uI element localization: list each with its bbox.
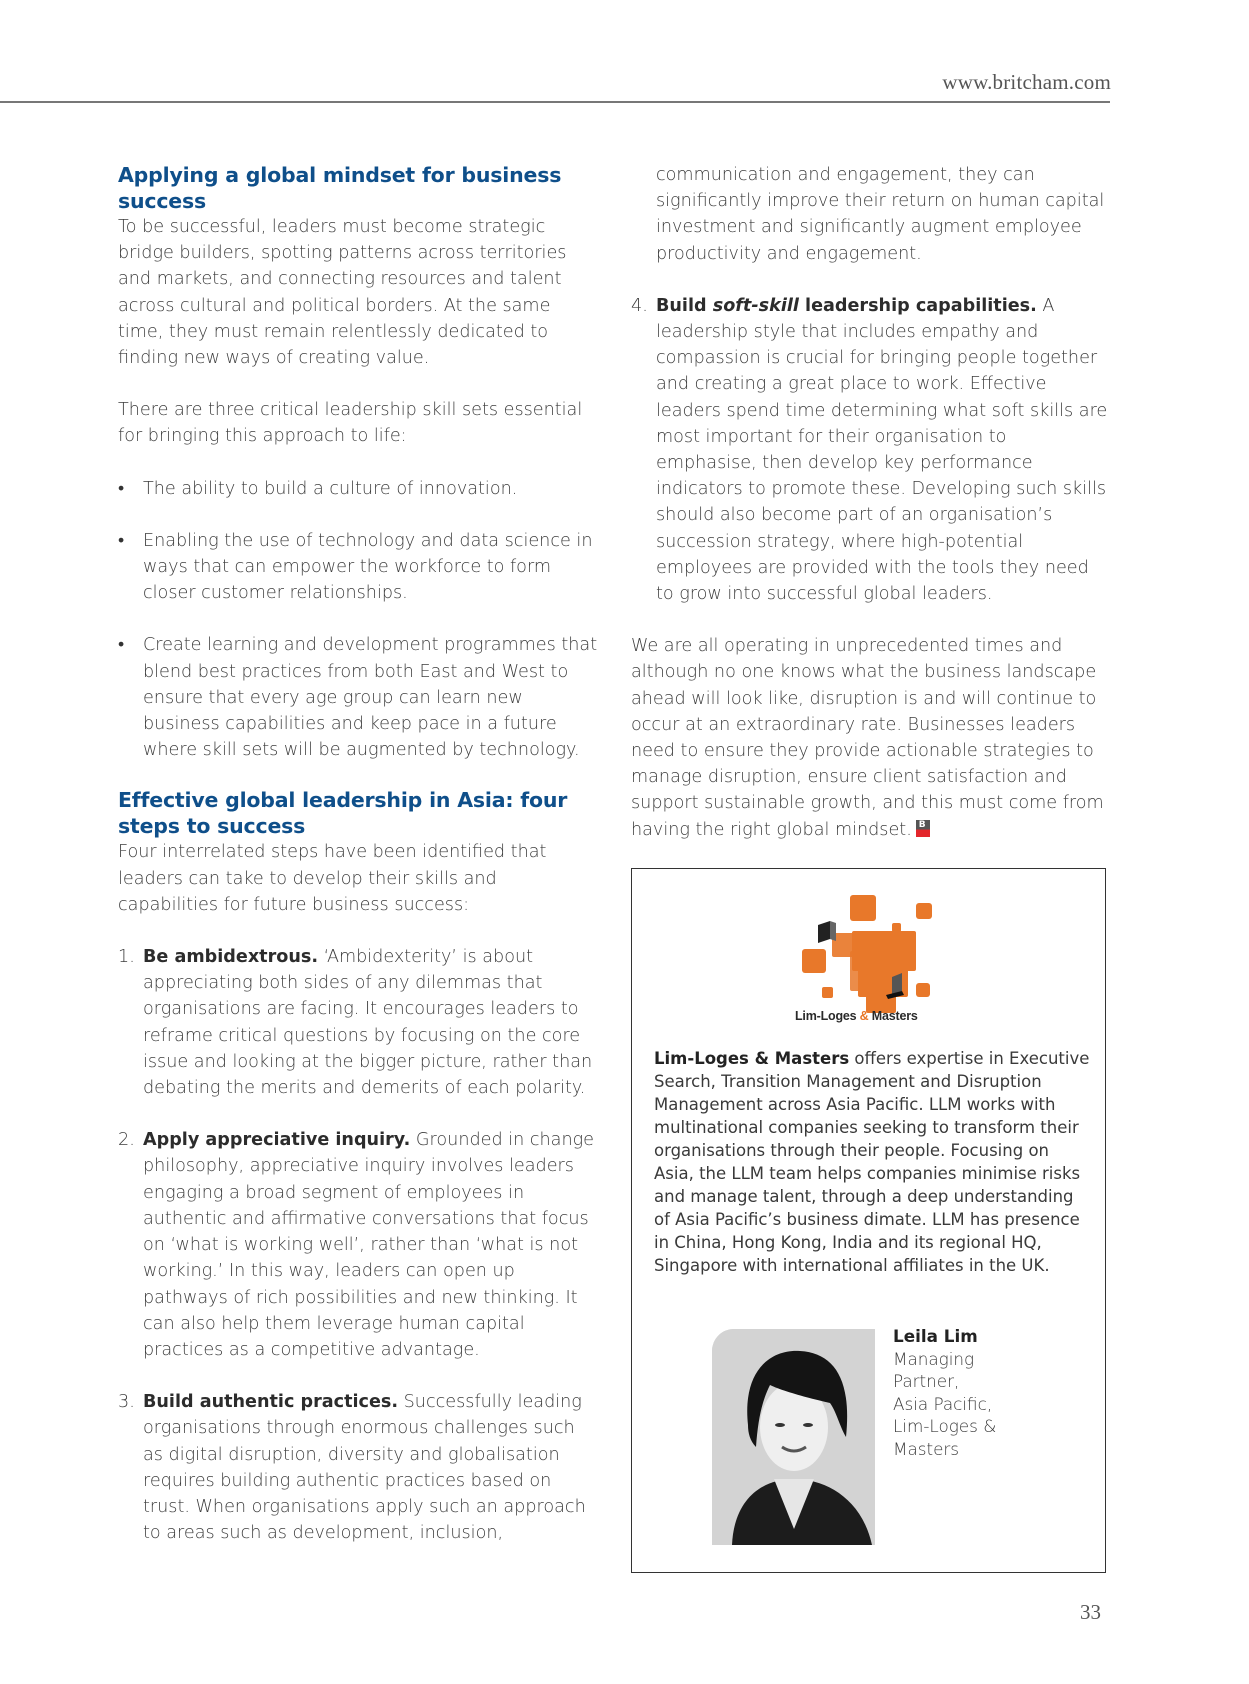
steps-list-continued <box>631 293 1111 607</box>
step-body: Grounded in change philosophy, appreciative inquiry involves leaders engaging a broad segment of employees in authentic and affirmative conversations that focus on ‘what is working well’, rather than ‘what is not working.’ In this way, leaders can open up pathways of rich possibilities and new thinking. It can also help them leverage human capital practices as a competitive advantage. <box>143 1130 594 1360</box>
person-title-line: Managing <box>893 1348 975 1369</box>
person-title-line: Asia Pacific, <box>893 1393 993 1414</box>
step-title: Build soft-skill leadership capabilities. <box>656 295 1037 316</box>
body-paragraph: Four interrelated steps have been identified that leaders can take to develop their skills and capabilities for future business success: <box>118 842 547 915</box>
body-paragraph: To be successful, leaders must become strategic bridge builders, spotting patterns across territories and markets, and connecting resources and talent across cultural and political borders. At the same time, they must remain relentlessly dedicated to finding new ways of creating value. <box>118 217 567 369</box>
step-body: Successfully leading organisations through enormous challenges such as digital disruption, diversity and globalisation requires building authentic practices based on trust. When organisations apply such an approach to areas such as development, inclusion, <box>143 1392 586 1544</box>
person-info <box>893 1325 1083 1460</box>
skill-sets-list <box>118 476 598 764</box>
person-name: Leila Lim <box>893 1326 978 1346</box>
company-profile-box <box>631 868 1106 1573</box>
steps-list <box>118 944 598 1546</box>
britcham-end-mark-icon: B <box>916 820 930 837</box>
step-item <box>118 1389 598 1546</box>
logo-wordmark: Lim-Loges & Masters <box>795 1009 918 1023</box>
step-item <box>118 1127 598 1363</box>
step-title: Be ambidextrous. <box>143 947 319 968</box>
portrait-photo <box>712 1329 875 1545</box>
step-number: 3. <box>118 1392 135 1413</box>
step-number: 1. <box>118 947 135 968</box>
section-heading-global-mindset: Applying a global mindset for business success <box>118 163 562 213</box>
list-item: • Enabling the use of technology and data science in ways that can empower the workforce to form closer customer relationships. <box>118 528 598 607</box>
closing-paragraph: We are all operating in unprecedented times and although no one knows what the business landscape ahead will look like, disruption is and will continue to occur at an extraordinary rate. Businesses leaders need to ensure they provide actionable strategies to manage disruption, ensure client satisfaction and support sustainable growth, and this must come from having the right global mindset. B <box>631 636 1104 840</box>
person-portrait-icon <box>712 1329 875 1545</box>
step-3-continued: communication and engagement, they can significantly improve their return on human capital investment and significantly augment employee productivity and engagement. <box>656 165 1105 264</box>
list-item: • The ability to build a culture of innovation. <box>118 476 598 502</box>
left-column <box>118 162 598 1572</box>
company-name: Lim-Loges & Masters <box>654 1049 850 1068</box>
person-title-line: Partner, <box>893 1371 960 1391</box>
body-paragraph: There are three critical leadership skill sets essential for bringing this approach to life: <box>118 400 583 447</box>
header-rule <box>0 101 1110 103</box>
step-title: Build authentic practices. <box>143 1392 399 1413</box>
section-heading-four-steps: Effective global leadership in Asia: four steps to success <box>118 788 568 839</box>
right-column <box>631 162 1111 843</box>
list-item: • Create learning and development programmes that blend best practices from both East and West to ensure that every age group can learn new business capabilities and keep pace in a future where skill sets will be augmented by technology. <box>118 632 598 763</box>
site-url: www.britcham.com <box>942 70 1111 94</box>
step-item <box>631 293 1111 607</box>
person-title-line: Masters <box>893 1438 960 1459</box>
step-title: Apply appreciative inquiry. <box>143 1130 411 1151</box>
step-number: 2. <box>118 1130 135 1151</box>
step-body: A leadership style that includes empathy and compassion is crucial for bringing people together and creating a great place to work. Effective leaders spend time determining what soft skills are most important for their organisation to emphasise, then develop key performance indicators to promote these. Developing such skills should also become part of an organisation’s succession strategy, where high-potential employees are provided with the tools they need to grow into successful global leaders. <box>656 295 1108 605</box>
step-body: ‘Ambidexterity’ is about appreciating both sides of any dilemmas that organisations are facing. It encourages leaders to reframe critical questions by focusing on the core issue and looking at the bigger picture, rather than debating the merits and demerits of each polarity. <box>143 947 593 1099</box>
step-item <box>118 944 598 1101</box>
page-number: 33 <box>1080 1600 1101 1624</box>
step-number: 4. <box>631 295 648 316</box>
company-description: Lim-Loges & Masters offers expertise in Executive Search, Transition Management and Disruption Management across Asia Pacific. LLM works with multinational companies seeking to transform their organisations through their people. Focusing on Asia, the LLM team helps companies minimise risks and manage talent, through a deep understanding of Asia Pacific’s business dimate. LLM has presence in China, Hong Kong, India and its regional HQ, Singapore with international affiliates in the UK. <box>654 1049 1090 1275</box>
person-title-line: Lim-Loges & <box>893 1416 997 1436</box>
